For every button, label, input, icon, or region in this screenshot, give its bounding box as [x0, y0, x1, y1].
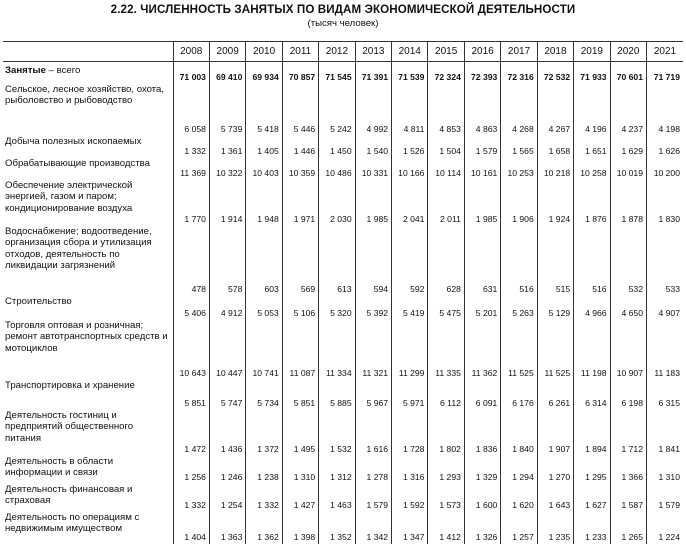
value-cell-2013: 1 579 — [355, 484, 391, 512]
value-cell-2015: 10 114 — [428, 158, 464, 180]
value-cell-2021: 1 626 — [647, 136, 684, 158]
value-cell-2012: 1 450 — [319, 136, 355, 158]
year-header-2008: 2008 — [173, 42, 209, 62]
value-cell-2019: 516 — [574, 226, 610, 296]
row-label-text: Торговля оптовая и розничная; ремонт автотранспортных средств и мотоциклов — [5, 319, 168, 354]
value-cell-2014: 71 539 — [392, 62, 428, 84]
value-cell-2012: 71 545 — [319, 62, 355, 84]
value-cell-2015: 4 853 — [428, 84, 464, 136]
value-cell-2008: 5 406 — [173, 296, 209, 320]
value-cell-2017: 6 176 — [501, 380, 537, 410]
value-cell-2009: 69 410 — [209, 62, 245, 84]
row-label — [3, 456, 173, 484]
value-cell-2008: 11 369 — [173, 158, 209, 180]
value-cell-2015: 1 573 — [428, 484, 464, 512]
value-cell-2012: 1 532 — [319, 410, 355, 456]
value-cell-2015: 1 802 — [428, 410, 464, 456]
year-header-2019: 2019 — [574, 42, 610, 62]
table-subtitle: (тысяч человек) — [307, 18, 379, 29]
value-cell-2018: 1 235 — [537, 512, 573, 544]
row-label — [3, 226, 173, 296]
value-cell-2016: 4 863 — [464, 84, 500, 136]
value-cell-2018: 515 — [537, 226, 573, 296]
value-cell-2018: 1 924 — [537, 180, 573, 226]
value-cell-2008: 478 — [173, 226, 209, 296]
table-row — [3, 136, 683, 158]
value-cell-2020: 70 601 — [610, 62, 646, 84]
value-cell-2015: 1 293 — [428, 456, 464, 484]
employment-table — [3, 41, 683, 544]
value-cell-2017: 1 620 — [501, 484, 537, 512]
value-cell-2009: 1 436 — [209, 410, 245, 456]
value-cell-2017: 10 253 — [501, 158, 537, 180]
row-label — [3, 180, 173, 226]
value-cell-2012: 5 242 — [319, 84, 355, 136]
value-cell-2018: 10 218 — [537, 158, 573, 180]
value-cell-2013: 5 967 — [355, 380, 391, 410]
value-cell-2012: 2 030 — [319, 180, 355, 226]
value-cell-2013: 71 391 — [355, 62, 391, 84]
value-cell-2014: 10 166 — [392, 158, 428, 180]
value-cell-2020: 1 878 — [610, 180, 646, 226]
value-cell-2010: 1 332 — [246, 484, 282, 512]
value-cell-2020: 10 019 — [610, 158, 646, 180]
value-cell-2017: 4 268 — [501, 84, 537, 136]
value-cell-2012: 5 320 — [319, 296, 355, 320]
value-cell-2011: 5 106 — [282, 296, 318, 320]
row-label-text: Водоснабжение; водоотведение, организация сбора и утилизация отходов, деятельность по ликвидации загрязнений — [5, 225, 152, 271]
row-label-text: Сельское, лесное хозяйство, охота, рыболовство и рыбоводство — [5, 83, 165, 106]
value-cell-2013: 5 392 — [355, 296, 391, 320]
value-cell-2019: 4 966 — [574, 296, 610, 320]
value-cell-2021: 6 315 — [647, 380, 684, 410]
row-label-text: Деятельность финансовая и страховая — [5, 483, 133, 506]
value-cell-2010: 10 403 — [246, 158, 282, 180]
year-header-2011: 2011 — [282, 42, 318, 62]
value-cell-2020: 6 198 — [610, 380, 646, 410]
value-cell-2008: 71 003 — [173, 62, 209, 84]
value-cell-2017: 1 840 — [501, 410, 537, 456]
year-header-2015: 2015 — [428, 42, 464, 62]
table-row — [3, 512, 683, 544]
year-header-2013: 2013 — [355, 42, 391, 62]
value-cell-2021: 1 841 — [647, 410, 684, 456]
value-cell-2014: 5 971 — [392, 380, 428, 410]
table-header — [3, 42, 683, 62]
value-cell-2009: 5 747 — [209, 380, 245, 410]
value-cell-2015: 5 475 — [428, 296, 464, 320]
value-cell-2013: 594 — [355, 226, 391, 296]
value-cell-2017: 1 257 — [501, 512, 537, 544]
table-row — [3, 226, 683, 296]
table-row — [3, 158, 683, 180]
value-cell-2020: 1 265 — [610, 512, 646, 544]
value-cell-2018: 6 261 — [537, 380, 573, 410]
value-cell-2018: 1 658 — [537, 136, 573, 158]
value-cell-2019: 4 196 — [574, 84, 610, 136]
year-header-2017: 2017 — [501, 42, 537, 62]
value-cell-2012: 613 — [319, 226, 355, 296]
total-label — [3, 62, 173, 84]
value-cell-2016: 1 985 — [464, 180, 500, 226]
value-cell-2009: 1 246 — [209, 456, 245, 484]
value-cell-2019: 1 627 — [574, 484, 610, 512]
value-cell-2018: 1 907 — [537, 410, 573, 456]
value-cell-2020: 10 907 — [610, 320, 646, 380]
value-cell-2009: 10 447 — [209, 320, 245, 380]
value-cell-2020: 532 — [610, 226, 646, 296]
total-row — [3, 62, 683, 84]
row-label — [3, 320, 173, 380]
value-cell-2011: 10 359 — [282, 158, 318, 180]
header-row — [3, 42, 683, 62]
value-cell-2009: 10 322 — [209, 158, 245, 180]
row-label-text: Деятельность в области информации и связи — [5, 455, 114, 478]
value-cell-2009: 1 361 — [209, 136, 245, 158]
value-cell-2020: 1 712 — [610, 410, 646, 456]
value-cell-2008: 1 770 — [173, 180, 209, 226]
value-cell-2014: 1 316 — [392, 456, 428, 484]
value-cell-2021: 71 719 — [647, 62, 684, 84]
row-label-suffix: – всего — [45, 65, 81, 76]
value-cell-2008: 5 851 — [173, 380, 209, 410]
value-cell-2019: 11 198 — [574, 320, 610, 380]
value-cell-2008: 1 472 — [173, 410, 209, 456]
value-cell-2015: 11 335 — [428, 320, 464, 380]
year-header-2009: 2009 — [209, 42, 245, 62]
value-cell-2021: 4 907 — [647, 296, 684, 320]
value-cell-2019: 1 295 — [574, 456, 610, 484]
value-cell-2014: 1 728 — [392, 410, 428, 456]
value-cell-2011: 5 446 — [282, 84, 318, 136]
value-cell-2017: 1 565 — [501, 136, 537, 158]
year-header-2014: 2014 — [392, 42, 428, 62]
value-cell-2016: 1 329 — [464, 456, 500, 484]
value-cell-2017: 5 263 — [501, 296, 537, 320]
value-cell-2019: 6 314 — [574, 380, 610, 410]
row-label — [3, 296, 173, 320]
table-row — [3, 484, 683, 512]
value-cell-2008: 1 404 — [173, 512, 209, 544]
row-label-text: Занятые — [5, 65, 46, 76]
row-label-text: Строительство — [5, 295, 72, 307]
value-cell-2014: 1 347 — [392, 512, 428, 544]
value-cell-2010: 5 418 — [246, 84, 282, 136]
row-label-text: Транспортировка и хранение — [5, 379, 135, 391]
row-label — [3, 484, 173, 512]
value-cell-2011: 70 857 — [282, 62, 318, 84]
value-cell-2011: 11 087 — [282, 320, 318, 380]
value-cell-2009: 1 254 — [209, 484, 245, 512]
value-cell-2015: 1 504 — [428, 136, 464, 158]
value-cell-2021: 4 198 — [647, 84, 684, 136]
row-label — [3, 84, 173, 136]
row-label — [3, 136, 173, 158]
year-header-2010: 2010 — [246, 42, 282, 62]
table-row — [3, 180, 683, 226]
value-cell-2016: 1 579 — [464, 136, 500, 158]
value-cell-2019: 1 894 — [574, 410, 610, 456]
value-cell-2019: 1 651 — [574, 136, 610, 158]
value-cell-2018: 72 532 — [537, 62, 573, 84]
value-cell-2020: 1 629 — [610, 136, 646, 158]
value-cell-2020: 4 650 — [610, 296, 646, 320]
value-cell-2015: 2 011 — [428, 180, 464, 226]
row-label-text: Обрабатывающие производства — [5, 157, 150, 169]
value-cell-2013: 4 992 — [355, 84, 391, 136]
value-cell-2013: 10 331 — [355, 158, 391, 180]
table-row — [3, 320, 683, 380]
row-label-text: Деятельность гостиниц и предприятий общественного питания — [5, 409, 134, 444]
value-cell-2010: 1 948 — [246, 180, 282, 226]
row-label — [3, 380, 173, 410]
value-cell-2016: 72 393 — [464, 62, 500, 84]
value-cell-2019: 1 876 — [574, 180, 610, 226]
value-cell-2012: 1 352 — [319, 512, 355, 544]
value-cell-2011: 1 446 — [282, 136, 318, 158]
value-cell-2012: 11 334 — [319, 320, 355, 380]
value-cell-2016: 10 161 — [464, 158, 500, 180]
table-body — [3, 62, 683, 544]
value-cell-2018: 4 267 — [537, 84, 573, 136]
value-cell-2018: 1 270 — [537, 456, 573, 484]
value-cell-2015: 628 — [428, 226, 464, 296]
value-cell-2011: 1 495 — [282, 410, 318, 456]
value-cell-2016: 11 362 — [464, 320, 500, 380]
value-cell-2010: 69 934 — [246, 62, 282, 84]
value-cell-2012: 5 885 — [319, 380, 355, 410]
value-cell-2020: 1 587 — [610, 484, 646, 512]
table-row — [3, 296, 683, 320]
value-cell-2018: 11 525 — [537, 320, 573, 380]
table-row — [3, 456, 683, 484]
value-cell-2016: 631 — [464, 226, 500, 296]
value-cell-2014: 2 041 — [392, 180, 428, 226]
table-row — [3, 410, 683, 456]
value-cell-2010: 5 053 — [246, 296, 282, 320]
value-cell-2009: 578 — [209, 226, 245, 296]
value-cell-2008: 1 332 — [173, 484, 209, 512]
value-cell-2010: 603 — [246, 226, 282, 296]
year-header-2016: 2016 — [464, 42, 500, 62]
value-cell-2014: 11 299 — [392, 320, 428, 380]
value-cell-2013: 1 278 — [355, 456, 391, 484]
row-label — [3, 512, 173, 544]
value-cell-2008: 6 058 — [173, 84, 209, 136]
value-cell-2021: 1 830 — [647, 180, 684, 226]
value-cell-2021: 1 310 — [647, 456, 684, 484]
value-cell-2019: 71 933 — [574, 62, 610, 84]
value-cell-2013: 1 985 — [355, 180, 391, 226]
year-header-2021: 2021 — [647, 42, 684, 62]
value-cell-2010: 5 734 — [246, 380, 282, 410]
value-cell-2017: 11 525 — [501, 320, 537, 380]
table-title: 2.22. ЧИСЛЕННОСТЬ ЗАНЯТЫХ ПО ВИДАМ ЭКОНОМИЧЕСКОЙ ДЕЯТЕЛЬНОСТИ — [110, 3, 576, 16]
table-row — [3, 84, 683, 136]
value-cell-2010: 1 405 — [246, 136, 282, 158]
value-cell-2014: 5 419 — [392, 296, 428, 320]
year-header-2020: 2020 — [610, 42, 646, 62]
value-cell-2017: 1 294 — [501, 456, 537, 484]
value-cell-2021: 10 200 — [647, 158, 684, 180]
value-cell-2013: 11 321 — [355, 320, 391, 380]
value-cell-2008: 10 643 — [173, 320, 209, 380]
value-cell-2008: 1 332 — [173, 136, 209, 158]
value-cell-2009: 1 363 — [209, 512, 245, 544]
row-label-text: Обеспечение электрической энергией, газом и паром; кондиционирование воздуха — [5, 179, 133, 214]
row-label-text: Добыча полезных ископаемых — [5, 135, 142, 147]
value-cell-2017: 72 316 — [501, 62, 537, 84]
value-cell-2014: 1 592 — [392, 484, 428, 512]
value-cell-2013: 1 342 — [355, 512, 391, 544]
row-label — [3, 410, 173, 456]
value-cell-2017: 516 — [501, 226, 537, 296]
value-cell-2012: 1 312 — [319, 456, 355, 484]
value-cell-2012: 1 463 — [319, 484, 355, 512]
value-cell-2008: 1 256 — [173, 456, 209, 484]
value-cell-2009: 1 914 — [209, 180, 245, 226]
value-cell-2015: 6 112 — [428, 380, 464, 410]
row-label — [3, 158, 173, 180]
value-cell-2016: 5 201 — [464, 296, 500, 320]
value-cell-2019: 1 233 — [574, 512, 610, 544]
value-cell-2011: 1 971 — [282, 180, 318, 226]
value-cell-2014: 1 526 — [392, 136, 428, 158]
value-cell-2021: 11 183 — [647, 320, 684, 380]
value-cell-2011: 1 427 — [282, 484, 318, 512]
value-cell-2019: 10 258 — [574, 158, 610, 180]
value-cell-2011: 569 — [282, 226, 318, 296]
value-cell-2018: 1 643 — [537, 484, 573, 512]
value-cell-2010: 1 362 — [246, 512, 282, 544]
value-cell-2018: 5 129 — [537, 296, 573, 320]
value-cell-2010: 10 741 — [246, 320, 282, 380]
header-label-cell — [3, 42, 173, 62]
value-cell-2016: 1 600 — [464, 484, 500, 512]
value-cell-2014: 4 811 — [392, 84, 428, 136]
value-cell-2021: 1 579 — [647, 484, 684, 512]
value-cell-2012: 10 486 — [319, 158, 355, 180]
year-header-2018: 2018 — [537, 42, 573, 62]
year-header-2012: 2012 — [319, 42, 355, 62]
value-cell-2010: 1 238 — [246, 456, 282, 484]
value-cell-2016: 1 836 — [464, 410, 500, 456]
value-cell-2015: 1 412 — [428, 512, 464, 544]
value-cell-2020: 1 366 — [610, 456, 646, 484]
value-cell-2009: 5 739 — [209, 84, 245, 136]
value-cell-2011: 5 851 — [282, 380, 318, 410]
table-row — [3, 380, 683, 410]
row-label-text: Деятельность по операциям с недвижимым имуществом — [5, 511, 140, 534]
value-cell-2014: 592 — [392, 226, 428, 296]
value-cell-2020: 4 237 — [610, 84, 646, 136]
value-cell-2016: 1 326 — [464, 512, 500, 544]
value-cell-2017: 1 906 — [501, 180, 537, 226]
value-cell-2010: 1 372 — [246, 410, 282, 456]
value-cell-2011: 1 398 — [282, 512, 318, 544]
value-cell-2021: 1 224 — [647, 512, 684, 544]
value-cell-2021: 533 — [647, 226, 684, 296]
value-cell-2013: 1 616 — [355, 410, 391, 456]
value-cell-2015: 72 324 — [428, 62, 464, 84]
value-cell-2016: 6 091 — [464, 380, 500, 410]
value-cell-2011: 1 310 — [282, 456, 318, 484]
value-cell-2013: 1 540 — [355, 136, 391, 158]
value-cell-2009: 4 912 — [209, 296, 245, 320]
